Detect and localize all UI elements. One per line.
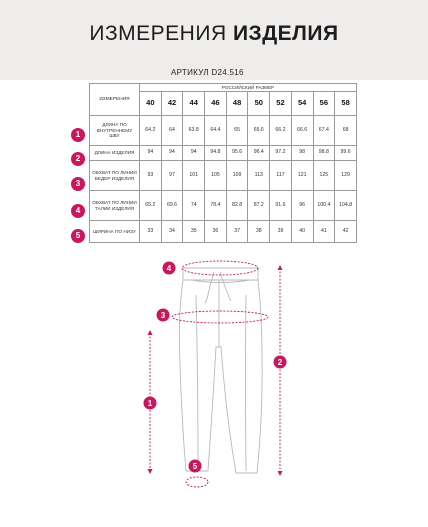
table-cell: 129 bbox=[335, 161, 357, 191]
svg-text:1: 1 bbox=[147, 399, 153, 408]
inseam-arrow-bottom bbox=[148, 469, 153, 474]
size-header-cell: 54 bbox=[291, 92, 313, 116]
table-cell: 66.6 bbox=[291, 116, 313, 146]
table-cell: 93 bbox=[140, 161, 162, 191]
table-cell: 34 bbox=[161, 221, 183, 243]
table-cell: 82.8 bbox=[226, 191, 248, 221]
hem-ellipse bbox=[186, 477, 208, 487]
marker-4 bbox=[163, 262, 176, 275]
size-header-cell: 40 bbox=[140, 92, 162, 116]
row-number-badge: 5 bbox=[71, 229, 85, 243]
table-cell: 65 bbox=[226, 116, 248, 146]
drawstring-shape bbox=[207, 272, 229, 299]
size-header-cell: 50 bbox=[248, 92, 270, 116]
table-row bbox=[90, 191, 357, 221]
trousers-silhouette bbox=[179, 280, 262, 473]
trousers-diagram bbox=[0, 255, 428, 527]
table-cell: 74 bbox=[183, 191, 205, 221]
size-header-cell: 48 bbox=[226, 92, 248, 116]
table-cell: 96.4 bbox=[248, 146, 270, 161]
table-cell: 94 bbox=[183, 146, 205, 161]
trousers-outline bbox=[179, 268, 262, 473]
table-header-row bbox=[90, 84, 357, 92]
table-cell: 104.8 bbox=[335, 191, 357, 221]
row-label: ОБХВАТ ПО ЛИНИИ ТАЛИИ ИЗДЕЛИЯ bbox=[90, 191, 140, 221]
title-bold: ИЗДЕЛИЯ bbox=[232, 22, 339, 45]
table-cell: 37 bbox=[226, 221, 248, 243]
table-cell: 94.8 bbox=[205, 146, 227, 161]
table-cell: 87.2 bbox=[248, 191, 270, 221]
size-header-cell: 52 bbox=[270, 92, 292, 116]
table-cell: 67.4 bbox=[313, 116, 335, 146]
table-cell: 35 bbox=[183, 221, 205, 243]
marker-3 bbox=[157, 309, 170, 322]
table-cell: 39 bbox=[270, 221, 292, 243]
table-cell: 96 bbox=[291, 191, 313, 221]
table-cell: 33 bbox=[140, 221, 162, 243]
svg-text:2: 2 bbox=[277, 358, 283, 367]
table-cell: 94 bbox=[140, 146, 162, 161]
table-cell: 65.6 bbox=[248, 116, 270, 146]
table-cell: 66.2 bbox=[270, 116, 292, 146]
table-cell: 109 bbox=[226, 161, 248, 191]
marker-2 bbox=[274, 356, 287, 369]
table-cell: 68 bbox=[335, 116, 357, 146]
table-cell: 94 bbox=[161, 146, 183, 161]
table-row bbox=[90, 146, 357, 161]
table-cell: 64 bbox=[161, 116, 183, 146]
table-row bbox=[90, 116, 357, 146]
row-number-badge: 3 bbox=[71, 177, 85, 191]
table-cell: 98 bbox=[291, 146, 313, 161]
table-cell: 65.2 bbox=[140, 191, 162, 221]
table-cell: 101 bbox=[183, 161, 205, 191]
hip-ellipse bbox=[172, 311, 268, 323]
page-title bbox=[0, 22, 428, 46]
size-header-cell: 56 bbox=[313, 92, 335, 116]
row-label: ШИРИНА ПО НИЗУ bbox=[90, 221, 140, 243]
table-cell: 36 bbox=[205, 221, 227, 243]
table-cell: 40 bbox=[291, 221, 313, 243]
measurement-lines bbox=[147, 261, 280, 487]
table-cell: 97.2 bbox=[270, 146, 292, 161]
table-cell: 38 bbox=[248, 221, 270, 243]
table-cell: 63.8 bbox=[183, 116, 205, 146]
size-header-cell: 58 bbox=[335, 92, 357, 116]
table-cell: 91.6 bbox=[270, 191, 292, 221]
table-cell: 113 bbox=[248, 161, 270, 191]
table-cell: 69.6 bbox=[161, 191, 183, 221]
table-cell: 41 bbox=[313, 221, 335, 243]
row-label: ДЛИНА ИЗДЕЛИЯ bbox=[90, 146, 140, 161]
marker-5 bbox=[189, 460, 202, 473]
table-cell: 105 bbox=[205, 161, 227, 191]
table-row bbox=[90, 161, 357, 191]
table-cell: 95.6 bbox=[226, 146, 248, 161]
title-light: ИЗМЕРЕНИЯ bbox=[89, 22, 227, 45]
svg-text:4: 4 bbox=[166, 264, 172, 273]
drawstring-ends bbox=[205, 297, 231, 303]
size-header-cell: 46 bbox=[205, 92, 227, 116]
table-cell: 125 bbox=[313, 161, 335, 191]
group-header: РОССИЙСКИЙ РАЗМЕР bbox=[140, 84, 357, 92]
marker-1 bbox=[144, 397, 157, 410]
svg-text:5: 5 bbox=[192, 462, 198, 471]
row-number-badge: 4 bbox=[71, 204, 85, 218]
row-number-badge: 2 bbox=[71, 152, 85, 166]
table-cell: 121 bbox=[291, 161, 313, 191]
row-label: ДЛИНА ПО ВНУТРЕННЕМУ ШВУ bbox=[90, 116, 140, 146]
table-cell: 117 bbox=[270, 161, 292, 191]
size-table bbox=[89, 83, 357, 243]
table-cell: 99.6 bbox=[335, 146, 357, 161]
length-arrow-bottom bbox=[278, 471, 283, 476]
table-row bbox=[90, 221, 357, 243]
inseam-arrow-top bbox=[148, 330, 153, 335]
corner-label: ИЗМЕРЕНИЯ bbox=[90, 84, 140, 116]
table-cell: 64.2 bbox=[140, 116, 162, 146]
table-cell: 42 bbox=[335, 221, 357, 243]
side-seams bbox=[196, 295, 246, 471]
table-cell: 100.4 bbox=[313, 191, 335, 221]
row-number-badge: 1 bbox=[71, 128, 85, 142]
svg-text:3: 3 bbox=[160, 311, 166, 320]
table-cell: 64.4 bbox=[205, 116, 227, 146]
table-body bbox=[90, 116, 357, 243]
table-cell: 97 bbox=[161, 161, 183, 191]
article-number: АРТИКУЛ D24.516 bbox=[171, 68, 244, 77]
table-cell: 98.8 bbox=[313, 146, 335, 161]
size-header-cell: 42 bbox=[161, 92, 183, 116]
size-header-cell: 44 bbox=[183, 92, 205, 116]
table-cell: 78.4 bbox=[205, 191, 227, 221]
row-label: ОБХВАТ ПО ЛИНИИ БЕДЕР ИЗДЕЛИЯ bbox=[90, 161, 140, 191]
length-arrow-top bbox=[278, 265, 283, 270]
